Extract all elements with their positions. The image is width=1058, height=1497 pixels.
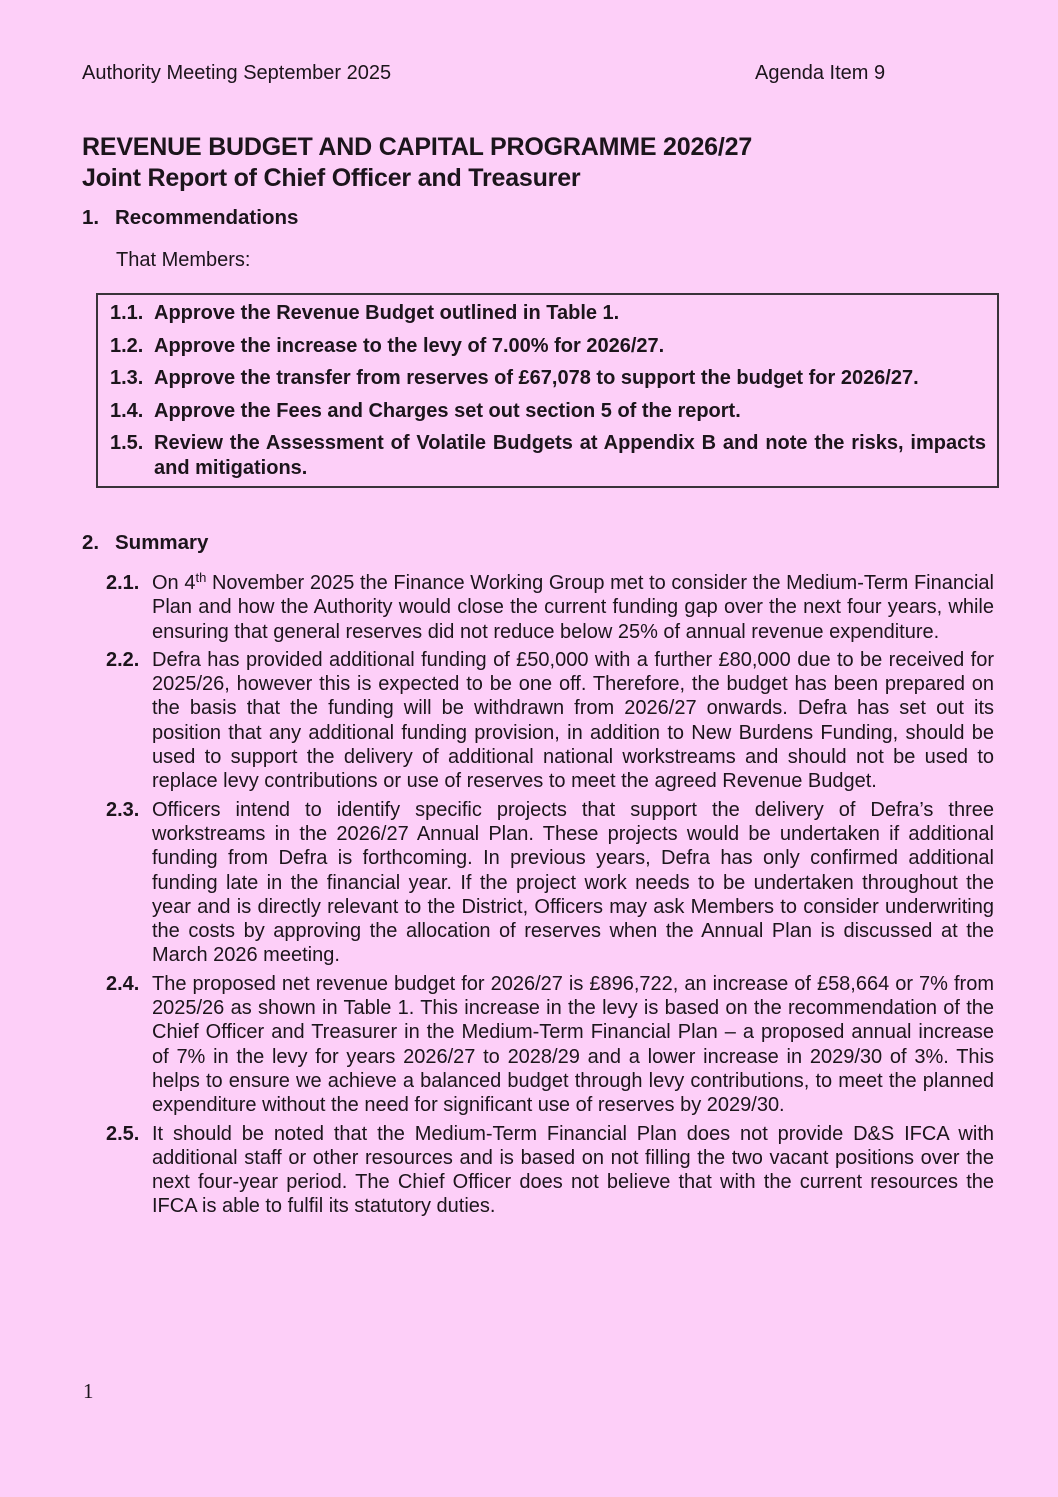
report-title [82,132,752,194]
summary-paragraph [82,972,994,1118]
section-2-number: 2. [82,531,100,554]
recommendation-item [110,366,986,391]
paragraph-text-post: November 2025 the Finance Working Group met to consider the Medium-Term Financial Plan and how the Authority would close the current funding gap over the next four years, while ensuring that general reserves did not reduce below 25% of annual revenue expenditure. [152,572,995,643]
summary-paragraph [82,648,994,794]
paragraph-text: The proposed net revenue budget for 2026/27 is £896,722, an increase of £58,664 or 7% from 2025/26 as shown in Table 1. This increase in the levy is based on the recommendation of the Chief Officer and Treasurer in the Medium-Term Financial Plan – a proposed annual increase of 7% in the levy for years 2026/27 to 2028/29 and a lower increase in 2029/30 of 3%. This helps to ensure we achieve a balanced budget through levy contributions, to meet the planned expenditure without the need for significant use of reserves by 2029/30. [152,972,994,1117]
paragraph-text-pre: On 4 [152,572,196,594]
recommendation-item-text: Approve the Revenue Budget outlined in Table 1. [154,302,620,324]
paragraph-number: 2.2. [106,648,140,671]
section-2-title: Summary [115,531,209,554]
recommendation-item-text: Approve the transfer from reserves of £67,078 to support the budget for 2026/27. [154,367,919,389]
recommendation-item-number: 1.1. [110,302,144,324]
recommendation-item-number: 1.5. [110,432,144,454]
paragraph-text [152,571,994,644]
summary-paragraph [82,1122,994,1219]
summary-paragraphs [82,571,994,1223]
paragraph-number: 2.1. [106,572,140,594]
recommendations-box [96,293,999,488]
section-1-number: 1. [82,206,100,229]
recommendation-item-text: Approve the Fees and Charges set out section 5 of the report. [154,399,741,422]
section-summary-heading [82,531,208,555]
paragraph-number: 2.5. [106,1122,140,1145]
recommendation-item [110,431,986,480]
recommendation-item-number: 1.2. [110,334,144,357]
recommendation-item [110,301,986,326]
paragraph-number: 2.4. [106,972,140,995]
summary-paragraph [82,571,994,644]
recommendations-intro: That Members: [116,249,251,271]
report-title-line1: REVENUE BUDGET AND CAPITAL PROGRAMME 2026/27 [82,133,753,161]
paragraph-number: 2.3. [106,798,140,821]
recommendation-item [110,399,986,424]
paragraph-text: Officers intend to identify specific projects that support the delivery of Defra’s three workstreams in the 2026/27 Annual Plan. These projects would be undertaken if additional funding from Defra is forthcoming. In previous years, Defra has only confirmed additional funding late in the financial year. If the project work needs to be undertaken throughout the year and is directly relevant to the District, Officers may ask Members to consider underwriting the costs by approving the allocation of reserves when the Annual Plan is discussed at the March 2026 meeting. [152,798,994,967]
superscript-th: th [195,570,207,585]
header-agenda-item: Agenda Item 9 [755,62,886,84]
header-meeting-title: Authority Meeting September 2025 [82,62,392,84]
recommendation-item [110,334,986,359]
section-1-title: Recommendations [115,206,299,229]
section-recommendations-heading [82,206,298,230]
paragraph-text: It should be noted that the Medium-Term Financial Plan does not provide D&S IFCA with additional staff or other resources and is based on not filling the two vacant positions over the next four-year period. The Chief Officer does not believe that with the current resources the IFCA is able to fulfil its statutory duties. [152,1122,994,1218]
page-number: 1 [83,1379,94,1403]
recommendation-item-text: Review the Assessment of Volatile Budgets at Appendix B and note the risks, impacts and mitigations. [154,432,986,479]
recommendation-item-text: Approve the increase to the levy of 7.00% for 2026/27. [154,334,665,357]
recommendation-item-number: 1.4. [110,399,144,422]
summary-paragraph [82,798,994,968]
recommendation-item-number: 1.3. [110,367,144,389]
report-title-line2: Joint Report of Chief Officer and Treasurer [82,164,581,192]
paragraph-text: Defra has provided additional funding of £50,000 with a further £80,000 due to be received for 2025/26, however this is expected to be one off. Therefore, the budget has been prepared on the basis that the funding will be withdrawn from 2026/27 onwards. Defra has set out its position that any additional funding provision, in addition to New Burdens Funding, should be used to support the delivery of additional national workstreams and should not be used to replace levy contributions or use of reserves to meet the agreed Revenue Budget. [152,648,994,793]
